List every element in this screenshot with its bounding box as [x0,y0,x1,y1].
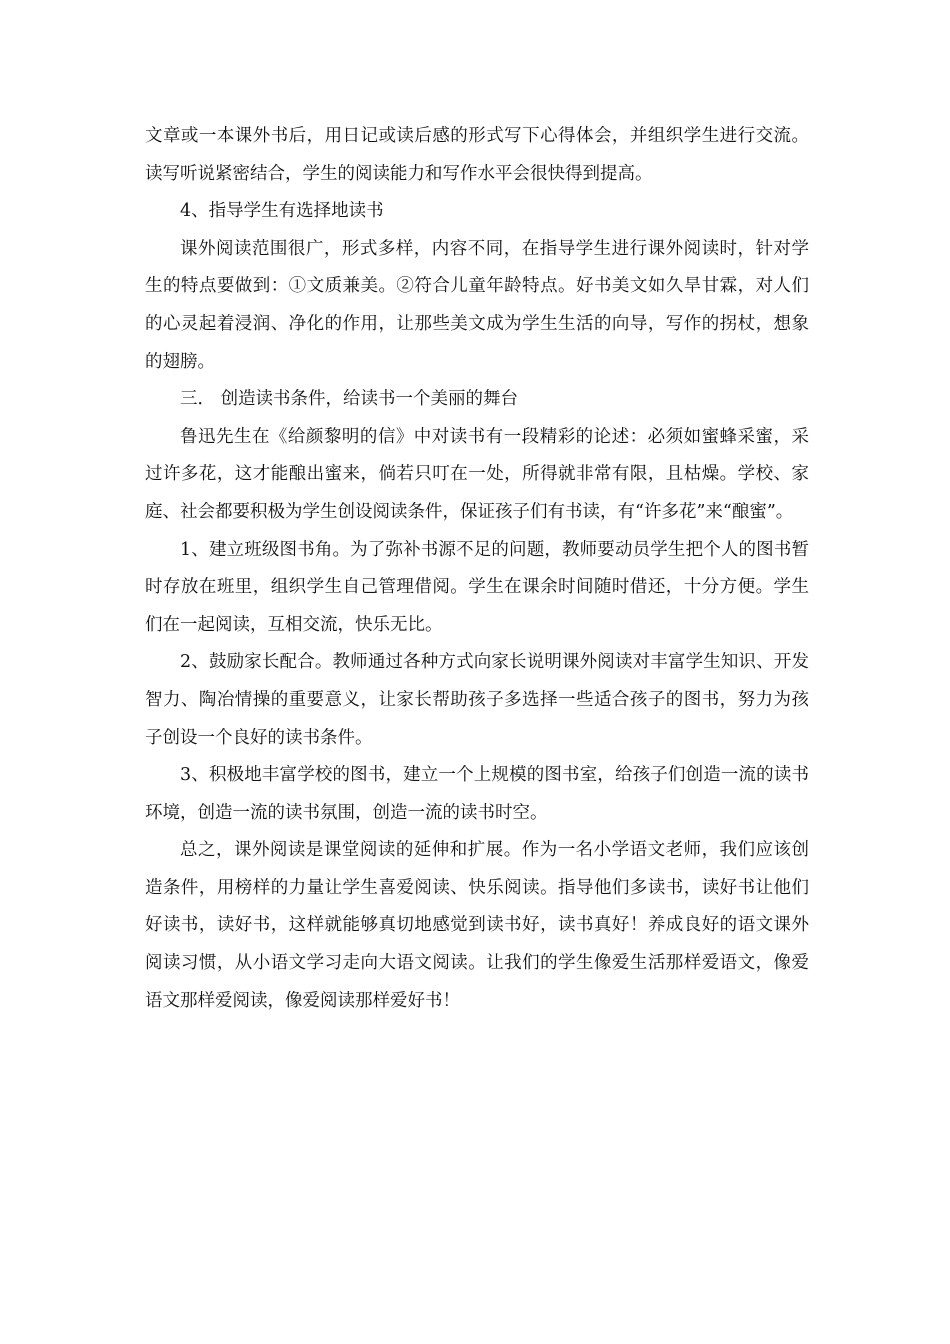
section-heading-three: 三． 创造读书条件，给读书一个美丽的舞台 [180,389,519,410]
paragraph-reading-scope: 课外阅读范围很广，形式多样，内容不同，在指导学生进行课外阅读时，针对学生的特点要做到：①文质兼美。②符合儿童年龄特点。好书美文如久旱甘霖，对人们的心灵起着浸润、净化的作用，让那些美文成为学生生活的向导，写作的拐杖，想象的翅膀。 [145,238,809,372]
paragraph-conclusion: 总之，课外阅读是课堂阅读的延伸和扩展。作为一名小学语文老师，我们应该创造条件，用榜样的力量让学生喜爱阅读、快乐阅读。指导他们多读书，读好书让他们好读书，读好书，这样就能够真切地感觉到读书好，读书真好！养成良好的语文课外阅读习惯，从小语文学习走向大语文阅读。让我们的学生像爱生活那样爱语文，像爱语文那样爱阅读，像爱阅读那样爱好书！ [145,840,809,1011]
paragraph-school-library: 3、积极地丰富学校的图书，建立一个上规模的图书室，给孩子们创造一流的读书环境，创造一流的读书氛围，创造一流的读书时空。 [145,765,809,823]
paragraph-lu-xun: 鲁迅先生在《给颜黎明的信》中对读书有一段精彩的论述：必须如蜜蜂采蜜，采过许多花，这才能酿出蜜来，倘若只叮在一处，所得就非常有限，且枯燥。学校、家庭、社会都要积极为学生创设阅读条件，保证孩子们有书读，有“许多花”来“酿蜜”。 [145,426,809,522]
paragraph-continuation: 文章或一本课外书后，用日记或读后感的形式写下心得体会，并组织学生进行交流。读写听说紧密结合，学生的阅读能力和写作水平会很快得到提高。 [145,126,809,184]
heading-select-reading: 4、指导学生有选择地读书 [180,201,384,222]
paragraph-class-library: 1、建立班级图书角。为了弥补书源不足的问题，教师要动员学生把个人的图书暂时存放在班里，组织学生自己管理借阅。学生在课余时间随时借还，十分方便。学生们在一起阅读，互相交流，快乐无比。 [145,539,809,635]
document-body [145,118,809,1020]
paragraph-parents: 2、鼓励家长配合。教师通过各种方式向家长说明课外阅读对丰富学生知识、开发智力、陶冶情操的重要意义，让家长帮助孩子多选择一些适合孩子的图书，努力为孩子创设一个良好的读书条件。 [145,652,809,748]
